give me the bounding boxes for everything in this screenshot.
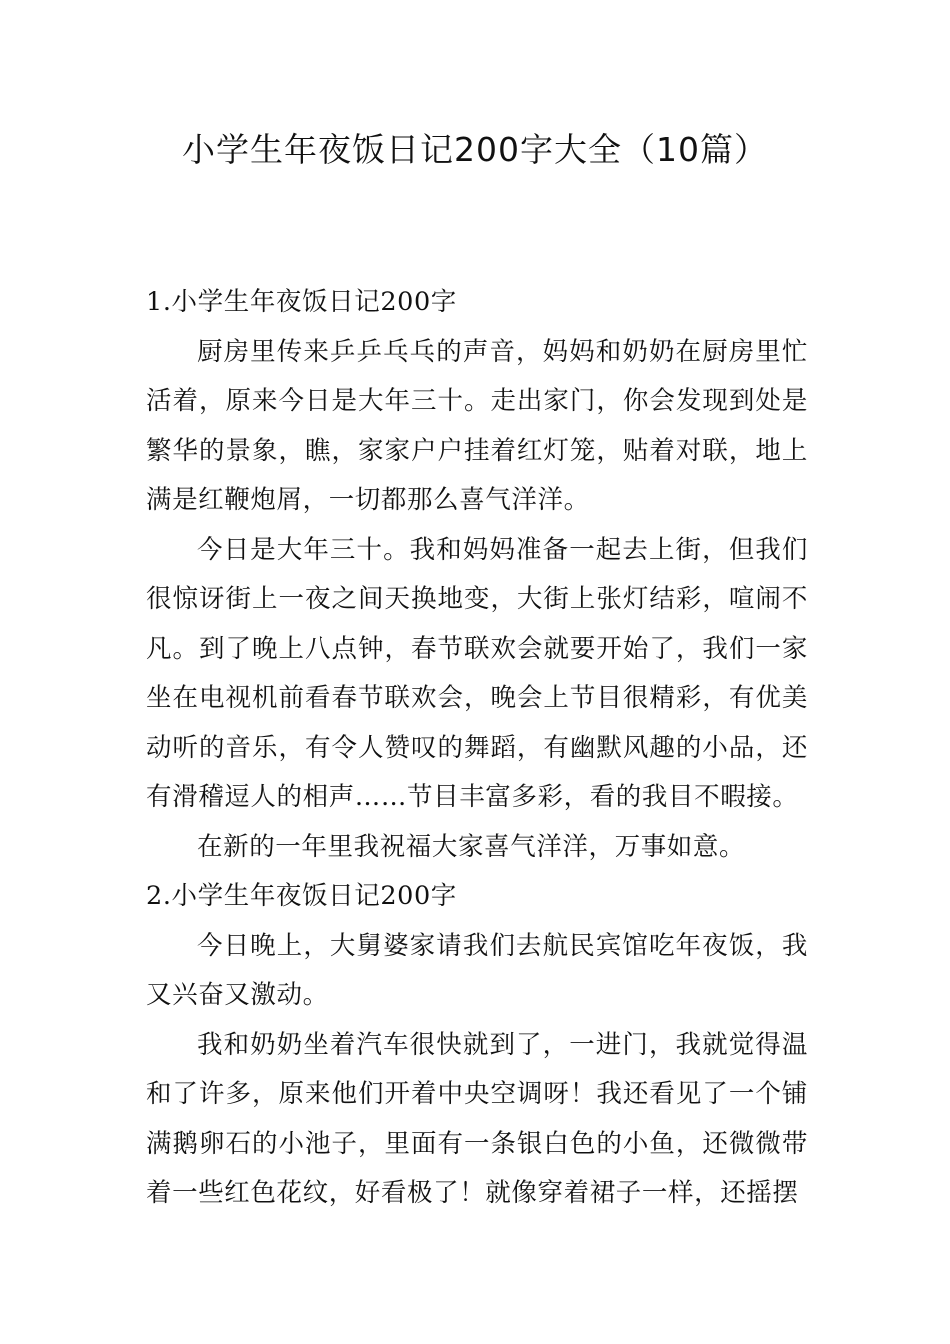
section-heading-1: 1.小学生年夜饭日记200字 xyxy=(146,287,457,317)
paragraph: 在新的一年里我祝福大家喜气洋洋，万事如意。 xyxy=(197,831,746,862)
document-body xyxy=(146,278,808,1219)
paragraph: 厨房里传来乒乒乓乓的声音，妈妈和奶奶在厨房里忙活着，原来今日是大年三十。走出家门，你会发现到处是繁华的景象，瞧，家家户户挂着红灯笼，贴着对联，地上满是红鞭炮屑，一切都那么喜气洋洋。 xyxy=(146,336,808,515)
paragraph: 今日是大年三十。我和妈妈准备一起去上街，但我们很惊讶街上一夜之间天换地变，大街上张灯结彩，喧闹不凡。到了晚上八点钟，春节联欢会就要开始了，我们一家坐在电视机前看春节联欢会，晚会上节目很精彩，有优美动听的音乐，有令人赞叹的舞蹈，有幽默风趣的小品，还有滑稽逗人的相声……节目丰富多彩，看的我目不暇接。 xyxy=(146,534,808,812)
document-title: 小学生年夜饭日记200字大全（10篇） xyxy=(182,130,768,169)
paragraph: 今日晚上，大舅婆家请我们去航民宾馆吃年夜饭，我又兴奋又激动。 xyxy=(146,930,808,1010)
paragraph: 我和奶奶坐着汽车很快就到了，一进门，我就觉得温和了许多，原来他们开着中央空调呀！我还看见了一个铺满鹅卵石的小池子，里面有一条银白色的小鱼，还微微带着一些红色花纹，好看极了！就像穿着裙子一样，还摇摆 xyxy=(146,1029,808,1208)
section-heading-2: 2.小学生年夜饭日记200字 xyxy=(146,881,457,911)
